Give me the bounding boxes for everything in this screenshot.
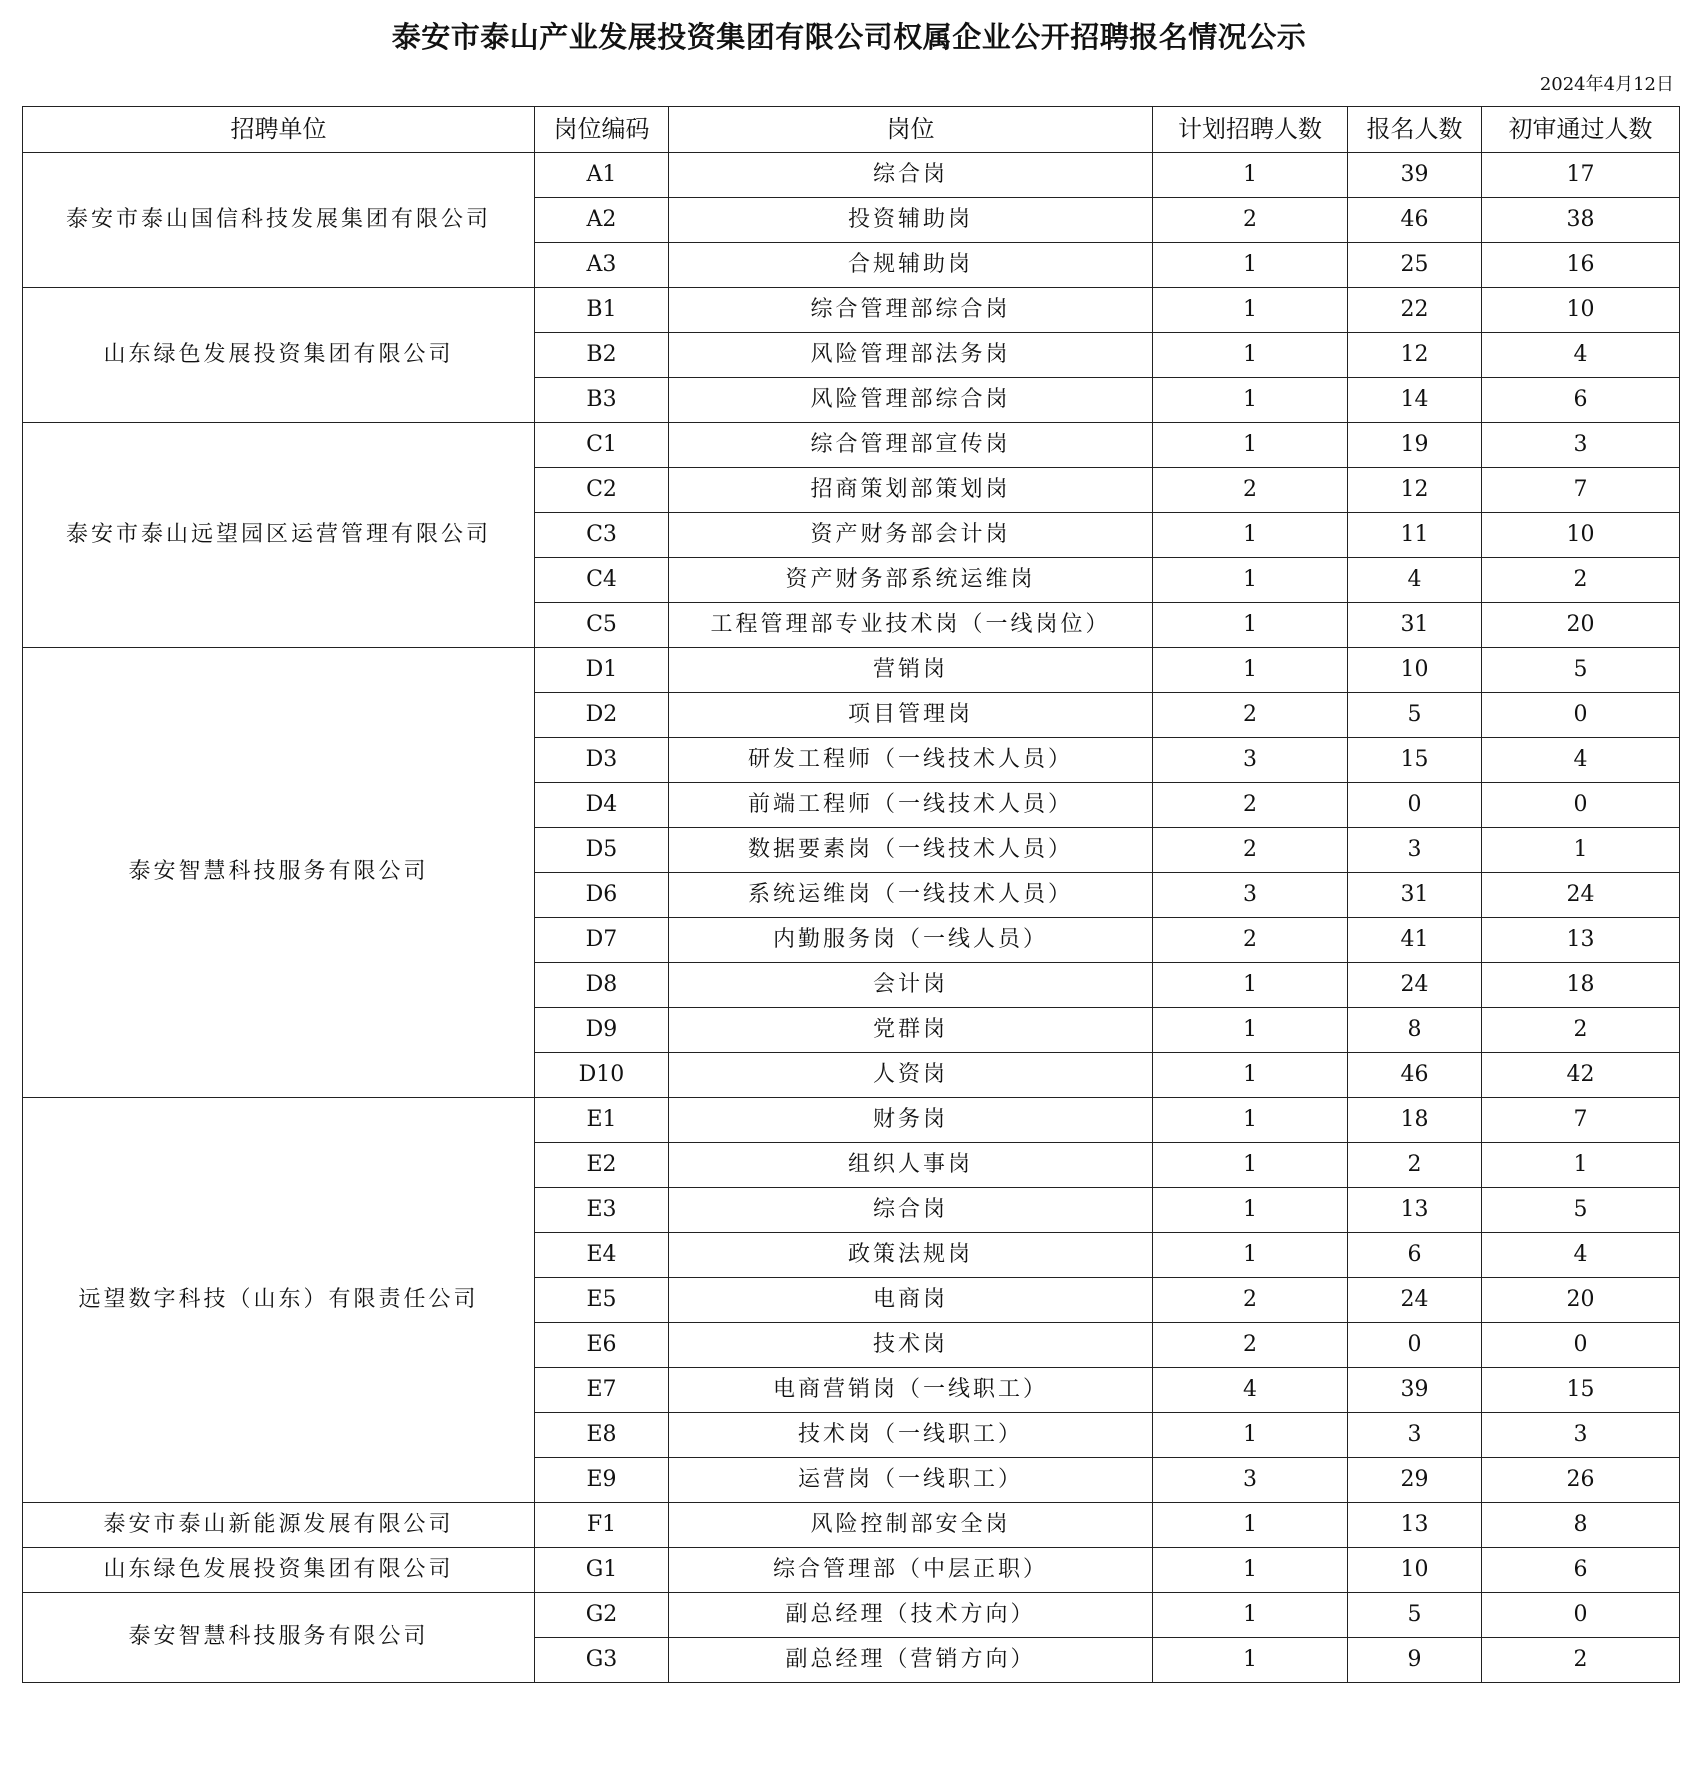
- position-code-cell: C1: [535, 423, 669, 468]
- position-code-cell: B1: [535, 288, 669, 333]
- position-code-cell: F1: [535, 1503, 669, 1548]
- position-code-cell: C4: [535, 558, 669, 603]
- recruiting-unit-cell: 泰安智慧科技服务有限公司: [23, 1593, 535, 1683]
- applied-count-cell: 13: [1348, 1188, 1482, 1233]
- planned-count-cell: 1: [1153, 1593, 1348, 1638]
- passed-count-cell: 0: [1482, 1323, 1680, 1368]
- position-name-cell: 内勤服务岗（一线人员）: [669, 918, 1153, 963]
- position-code-cell: C3: [535, 513, 669, 558]
- table-row: [23, 1098, 1680, 1143]
- position-name-cell: 电商岗: [669, 1278, 1153, 1323]
- position-code-cell: E3: [535, 1188, 669, 1233]
- planned-count-cell: 2: [1153, 198, 1348, 243]
- table-header-row: [23, 107, 1680, 153]
- position-code-cell: D6: [535, 873, 669, 918]
- passed-count-cell: 3: [1482, 423, 1680, 468]
- passed-count-cell: 17: [1482, 153, 1680, 198]
- table-row: [23, 423, 1680, 468]
- planned-count-cell: 1: [1153, 1413, 1348, 1458]
- position-code-cell: G3: [535, 1638, 669, 1683]
- applied-count-cell: 19: [1348, 423, 1482, 468]
- applied-count-cell: 31: [1348, 873, 1482, 918]
- position-code-cell: E6: [535, 1323, 669, 1368]
- passed-count-cell: 1: [1482, 828, 1680, 873]
- planned-count-cell: 1: [1153, 1008, 1348, 1053]
- position-name-cell: 风险控制部安全岗: [669, 1503, 1153, 1548]
- passed-count-cell: 16: [1482, 243, 1680, 288]
- applied-count-cell: 3: [1348, 828, 1482, 873]
- position-name-cell: 系统运维岗（一线技术人员）: [669, 873, 1153, 918]
- position-code-cell: E4: [535, 1233, 669, 1278]
- position-name-cell: 综合岗: [669, 1188, 1153, 1233]
- passed-count-cell: 2: [1482, 1008, 1680, 1053]
- passed-count-cell: 4: [1482, 738, 1680, 783]
- recruiting-unit-cell: 山东绿色发展投资集团有限公司: [23, 288, 535, 423]
- position-name-cell: 风险管理部综合岗: [669, 378, 1153, 423]
- applied-count-cell: 10: [1348, 648, 1482, 693]
- planned-count-cell: 1: [1153, 1503, 1348, 1548]
- passed-count-cell: 3: [1482, 1413, 1680, 1458]
- passed-count-cell: 4: [1482, 1233, 1680, 1278]
- position-code-cell: E5: [535, 1278, 669, 1323]
- planned-count-cell: 4: [1153, 1368, 1348, 1413]
- planned-count-cell: 1: [1153, 963, 1348, 1008]
- position-name-cell: 营销岗: [669, 648, 1153, 693]
- position-code-cell: E8: [535, 1413, 669, 1458]
- passed-count-cell: 0: [1482, 1593, 1680, 1638]
- position-code-cell: B3: [535, 378, 669, 423]
- position-name-cell: 合规辅助岗: [669, 243, 1153, 288]
- planned-count-cell: 1: [1153, 603, 1348, 648]
- planned-count-cell: 1: [1153, 1638, 1348, 1683]
- position-code-cell: C2: [535, 468, 669, 513]
- position-name-cell: 综合管理部宣传岗: [669, 423, 1153, 468]
- planned-count-cell: 1: [1153, 513, 1348, 558]
- header-passed: 初审通过人数: [1482, 107, 1680, 153]
- recruiting-unit-cell: 山东绿色发展投资集团有限公司: [23, 1548, 535, 1593]
- table-row: [23, 1503, 1680, 1548]
- applied-count-cell: 24: [1348, 1278, 1482, 1323]
- applied-count-cell: 12: [1348, 468, 1482, 513]
- passed-count-cell: 6: [1482, 378, 1680, 423]
- position-name-cell: 项目管理岗: [669, 693, 1153, 738]
- header-planned: 计划招聘人数: [1153, 107, 1348, 153]
- applied-count-cell: 14: [1348, 378, 1482, 423]
- planned-count-cell: 1: [1153, 378, 1348, 423]
- position-code-cell: C5: [535, 603, 669, 648]
- table-row: [23, 288, 1680, 333]
- applied-count-cell: 22: [1348, 288, 1482, 333]
- applied-count-cell: 13: [1348, 1503, 1482, 1548]
- planned-count-cell: 2: [1153, 918, 1348, 963]
- header-applied: 报名人数: [1348, 107, 1482, 153]
- planned-count-cell: 1: [1153, 1188, 1348, 1233]
- planned-count-cell: 1: [1153, 288, 1348, 333]
- passed-count-cell: 10: [1482, 513, 1680, 558]
- planned-count-cell: 2: [1153, 1278, 1348, 1323]
- passed-count-cell: 0: [1482, 783, 1680, 828]
- applied-count-cell: 10: [1348, 1548, 1482, 1593]
- position-code-cell: D1: [535, 648, 669, 693]
- position-name-cell: 综合岗: [669, 153, 1153, 198]
- position-code-cell: B2: [535, 333, 669, 378]
- applied-count-cell: 31: [1348, 603, 1482, 648]
- position-name-cell: 副总经理（营销方向）: [669, 1638, 1153, 1683]
- position-name-cell: 风险管理部法务岗: [669, 333, 1153, 378]
- position-code-cell: D7: [535, 918, 669, 963]
- passed-count-cell: 5: [1482, 1188, 1680, 1233]
- position-name-cell: 会计岗: [669, 963, 1153, 1008]
- passed-count-cell: 8: [1482, 1503, 1680, 1548]
- planned-count-cell: 2: [1153, 828, 1348, 873]
- planned-count-cell: 2: [1153, 1323, 1348, 1368]
- position-name-cell: 综合管理部（中层正职）: [669, 1548, 1153, 1593]
- position-code-cell: D10: [535, 1053, 669, 1098]
- header-code: 岗位编码: [535, 107, 669, 153]
- applied-count-cell: 18: [1348, 1098, 1482, 1143]
- planned-count-cell: 2: [1153, 468, 1348, 513]
- position-code-cell: E7: [535, 1368, 669, 1413]
- applied-count-cell: 41: [1348, 918, 1482, 963]
- planned-count-cell: 1: [1153, 1548, 1348, 1593]
- table-row: [23, 1548, 1680, 1593]
- position-name-cell: 副总经理（技术方向）: [669, 1593, 1153, 1638]
- planned-count-cell: 1: [1153, 1233, 1348, 1278]
- position-name-cell: 工程管理部专业技术岗（一线岗位）: [669, 603, 1153, 648]
- passed-count-cell: 20: [1482, 1278, 1680, 1323]
- table-body: [23, 153, 1680, 1683]
- position-code-cell: G2: [535, 1593, 669, 1638]
- applied-count-cell: 5: [1348, 693, 1482, 738]
- planned-count-cell: 1: [1153, 153, 1348, 198]
- header-position: 岗位: [669, 107, 1153, 153]
- position-name-cell: 数据要素岗（一线技术人员）: [669, 828, 1153, 873]
- applied-count-cell: 11: [1348, 513, 1482, 558]
- passed-count-cell: 6: [1482, 1548, 1680, 1593]
- position-name-cell: 投资辅助岗: [669, 198, 1153, 243]
- passed-count-cell: 18: [1482, 963, 1680, 1008]
- passed-count-cell: 2: [1482, 1638, 1680, 1683]
- position-code-cell: G1: [535, 1548, 669, 1593]
- planned-count-cell: 1: [1153, 558, 1348, 603]
- applied-count-cell: 29: [1348, 1458, 1482, 1503]
- passed-count-cell: 15: [1482, 1368, 1680, 1413]
- position-name-cell: 综合管理部综合岗: [669, 288, 1153, 333]
- passed-count-cell: 20: [1482, 603, 1680, 648]
- planned-count-cell: 3: [1153, 738, 1348, 783]
- passed-count-cell: 42: [1482, 1053, 1680, 1098]
- applied-count-cell: 3: [1348, 1413, 1482, 1458]
- position-name-cell: 前端工程师（一线技术人员）: [669, 783, 1153, 828]
- passed-count-cell: 0: [1482, 693, 1680, 738]
- passed-count-cell: 4: [1482, 333, 1680, 378]
- passed-count-cell: 2: [1482, 558, 1680, 603]
- position-code-cell: D5: [535, 828, 669, 873]
- planned-count-cell: 1: [1153, 243, 1348, 288]
- position-code-cell: E2: [535, 1143, 669, 1188]
- passed-count-cell: 38: [1482, 198, 1680, 243]
- position-code-cell: A2: [535, 198, 669, 243]
- applied-count-cell: 46: [1348, 198, 1482, 243]
- position-name-cell: 技术岗: [669, 1323, 1153, 1368]
- position-name-cell: 招商策划部策划岗: [669, 468, 1153, 513]
- passed-count-cell: 5: [1482, 648, 1680, 693]
- position-code-cell: D2: [535, 693, 669, 738]
- position-name-cell: 政策法规岗: [669, 1233, 1153, 1278]
- applied-count-cell: 0: [1348, 783, 1482, 828]
- applied-count-cell: 9: [1348, 1638, 1482, 1683]
- recruiting-unit-cell: 泰安市泰山国信科技发展集团有限公司: [23, 153, 535, 288]
- header-unit: 招聘单位: [23, 107, 535, 153]
- table-row: [23, 1593, 1680, 1638]
- position-code-cell: D3: [535, 738, 669, 783]
- planned-count-cell: 1: [1153, 1143, 1348, 1188]
- position-code-cell: E9: [535, 1458, 669, 1503]
- passed-count-cell: 7: [1482, 468, 1680, 513]
- applied-count-cell: 46: [1348, 1053, 1482, 1098]
- recruitment-table: [22, 106, 1680, 1683]
- applied-count-cell: 12: [1348, 333, 1482, 378]
- planned-count-cell: 1: [1153, 423, 1348, 468]
- planned-count-cell: 3: [1153, 873, 1348, 918]
- applied-count-cell: 0: [1348, 1323, 1482, 1368]
- table-row: [23, 648, 1680, 693]
- position-name-cell: 组织人事岗: [669, 1143, 1153, 1188]
- position-code-cell: D8: [535, 963, 669, 1008]
- recruitment-table-container: [22, 106, 1679, 1683]
- page-title: 泰安市泰山产业发展投资集团有限公司权属企业公开招聘报名情况公示: [391, 20, 1307, 54]
- applied-count-cell: 8: [1348, 1008, 1482, 1053]
- planned-count-cell: 3: [1153, 1458, 1348, 1503]
- position-code-cell: E1: [535, 1098, 669, 1143]
- passed-count-cell: 7: [1482, 1098, 1680, 1143]
- position-code-cell: A1: [535, 153, 669, 198]
- applied-count-cell: 4: [1348, 558, 1482, 603]
- applied-count-cell: 25: [1348, 243, 1482, 288]
- position-name-cell: 技术岗（一线职工）: [669, 1413, 1153, 1458]
- publish-date: 2024年4月12日: [1539, 74, 1674, 95]
- planned-count-cell: 2: [1153, 783, 1348, 828]
- passed-count-cell: 26: [1482, 1458, 1680, 1503]
- table-row: [23, 153, 1680, 198]
- passed-count-cell: 13: [1482, 918, 1680, 963]
- planned-count-cell: 1: [1153, 1053, 1348, 1098]
- planned-count-cell: 1: [1153, 648, 1348, 693]
- position-code-cell: D9: [535, 1008, 669, 1053]
- position-name-cell: 资产财务部会计岗: [669, 513, 1153, 558]
- position-name-cell: 党群岗: [669, 1008, 1153, 1053]
- applied-count-cell: 39: [1348, 1368, 1482, 1413]
- recruiting-unit-cell: 泰安市泰山远望园区运营管理有限公司: [23, 423, 535, 648]
- planned-count-cell: 1: [1153, 1098, 1348, 1143]
- position-name-cell: 资产财务部系统运维岗: [669, 558, 1153, 603]
- recruiting-unit-cell: 泰安智慧科技服务有限公司: [23, 648, 535, 1098]
- recruiting-unit-cell: 远望数字科技（山东）有限责任公司: [23, 1098, 535, 1503]
- planned-count-cell: 2: [1153, 693, 1348, 738]
- planned-count-cell: 1: [1153, 333, 1348, 378]
- position-name-cell: 电商营销岗（一线职工）: [669, 1368, 1153, 1413]
- position-name-cell: 研发工程师（一线技术人员）: [669, 738, 1153, 783]
- passed-count-cell: 1: [1482, 1143, 1680, 1188]
- recruiting-unit-cell: 泰安市泰山新能源发展有限公司: [23, 1503, 535, 1548]
- applied-count-cell: 5: [1348, 1593, 1482, 1638]
- position-code-cell: A3: [535, 243, 669, 288]
- applied-count-cell: 2: [1348, 1143, 1482, 1188]
- applied-count-cell: 39: [1348, 153, 1482, 198]
- applied-count-cell: 15: [1348, 738, 1482, 783]
- applied-count-cell: 24: [1348, 963, 1482, 1008]
- applied-count-cell: 6: [1348, 1233, 1482, 1278]
- position-code-cell: D4: [535, 783, 669, 828]
- passed-count-cell: 10: [1482, 288, 1680, 333]
- position-name-cell: 财务岗: [669, 1098, 1153, 1143]
- position-name-cell: 运营岗（一线职工）: [669, 1458, 1153, 1503]
- position-name-cell: 人资岗: [669, 1053, 1153, 1098]
- passed-count-cell: 24: [1482, 873, 1680, 918]
